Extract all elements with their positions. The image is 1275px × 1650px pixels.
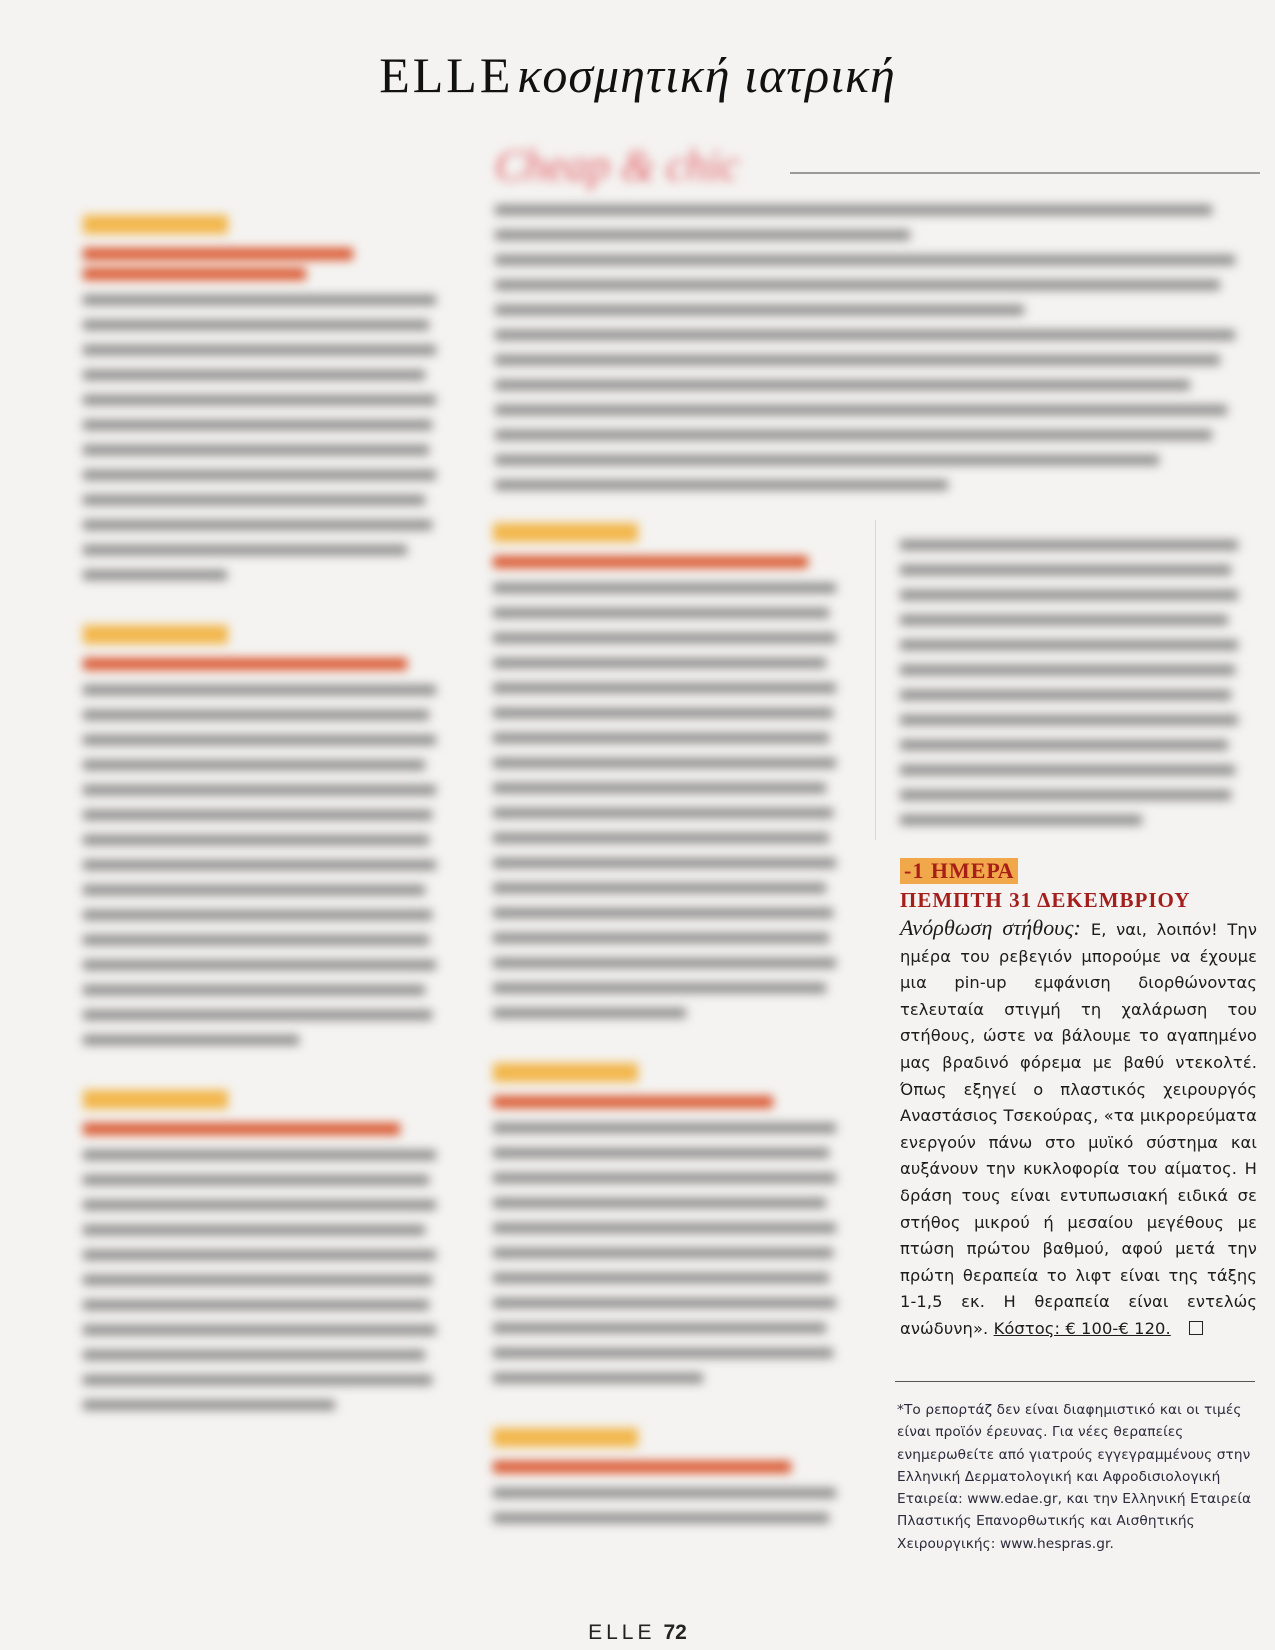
blurred-box-title: Cheap & chic (495, 141, 740, 190)
footnote-rule (895, 1381, 1255, 1382)
article-date: ΠΕΜΠΤΗ 31 ΔΕΚΕΜΒΡΙΟΥ (900, 888, 1191, 912)
footnote: *Το ρεπορτάζ δεν είναι διαφημιστικό και οι τιμές είναι προϊόν έρευνας. Για νέες θεραπείες ενημερωθείτε από γιατρούς εγγεγραμμένους στην Ελληνική Δερματολογική και Αφροδισιολογική Εταιρεία: www.edae.gr, και την Ελληνική Εταιρεία Πλαστικής Επανορθωτικής και Αισθητικής Χειρουργικής: www.hespras.gr. (897, 1402, 1252, 1552)
article-body (900, 915, 1257, 1343)
section-title: κοσμητική ιατρική (517, 47, 896, 103)
title-rule (790, 172, 1260, 174)
article-day-block (900, 858, 1257, 1343)
end-mark-icon (1189, 1321, 1203, 1335)
blurred-right-column-top (900, 525, 1245, 840)
article-lead: Ανόρθωση στήθους: (900, 915, 1091, 940)
countdown-tag: -1 ΗΜΕΡΑ (900, 858, 1018, 884)
blurred-box-text (495, 190, 1250, 505)
page-folio (0, 1621, 1275, 1645)
page-header (0, 46, 1275, 104)
article-cost: Κόστος: € 100-€ 120. (993, 1318, 1171, 1338)
folio-label: ELLE (588, 1621, 656, 1644)
blurred-left-column (83, 215, 443, 1455)
column-divider (875, 520, 876, 840)
article-text: Ε, ναι, λοιπόν! Την ημέρα του ρεβεγιόν μπορούμε να έχουμε μια pin-up εμφάνιση διορθώνοντας τελευταία στιγμή τη χαλάρωση του στήθους, ώστε να βάλουμε το αγαπημένο μας βραδινό φόρεμα με βαθύ ντεκολτέ. Όπως εξηγεί ο πλαστικός χειρουργός Αναστάσιος Τσεκούρας, «τα μικρορεύματα ενεργούν πάνω στο μυϊκό σύστημα και αυξάνουν την κυκλοφορία του αίματος. Η δράση τους είναι εντυπωσιακή ειδικά σε στήθος μικρού ή μεσαίου μεγέθους με πτώση πρώτου βαθμού, αφού μετά την πρώτη θεραπεία το λιφτ είναι της τάξης 1-1,5 εκ. Η θεραπεία είναι εντελώς ανώδυνη». (900, 920, 1258, 1338)
blurred-middle-column (493, 523, 843, 1568)
magazine-brand: ELLE (379, 47, 514, 103)
page-number: 72 (663, 1621, 687, 1644)
